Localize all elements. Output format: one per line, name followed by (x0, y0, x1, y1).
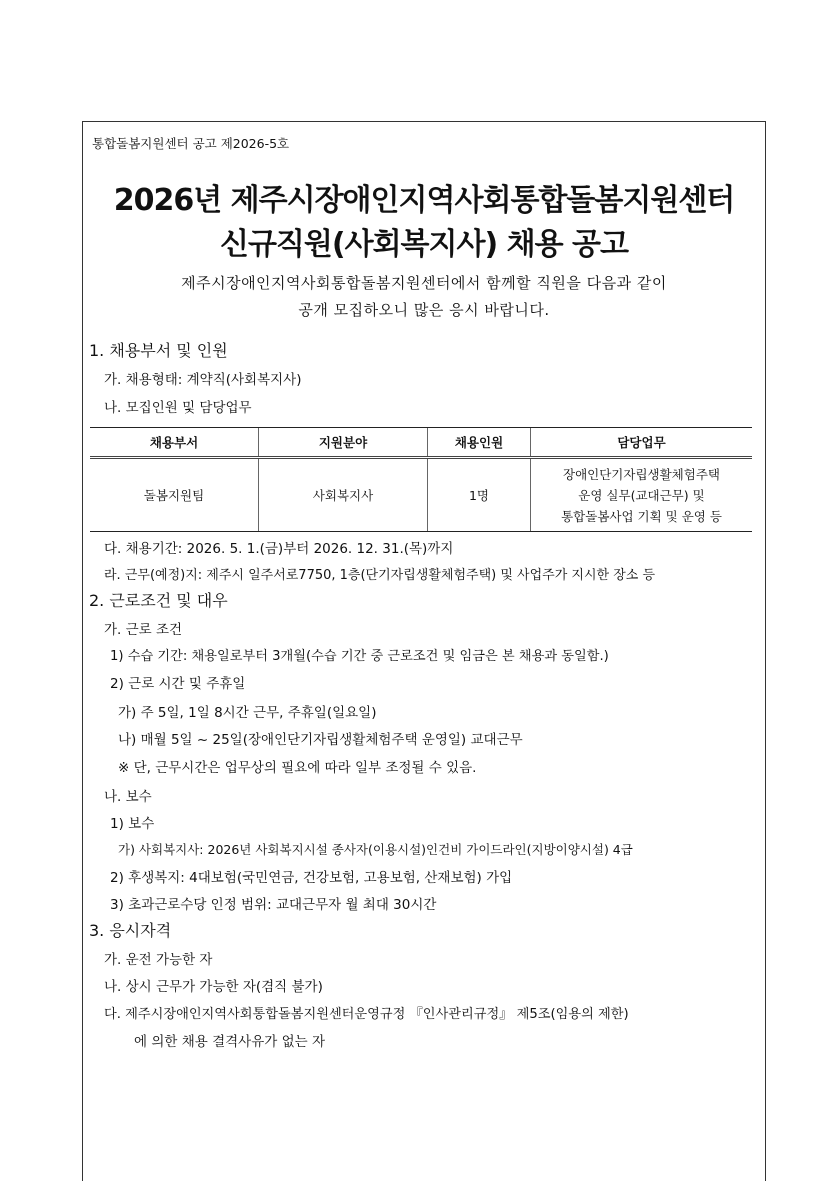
table-row (90, 458, 752, 532)
recruitment-table (90, 427, 752, 532)
section-2-pay: 1) 보수 (110, 816, 155, 832)
intro-line-1: 제주시장애인지역사회통합돌봄지원센터에서 함께할 직원을 다음과 같이 (181, 274, 667, 292)
section-3-item-na: 나. 상시 근무가 가능한 자(겸직 불가) (104, 979, 323, 995)
table-header-row (90, 428, 752, 458)
section-1-item-ra: 라. 근무(예정)지: 제주시 일주서로7750, 1층(단기자립생활체험주택) 및 사업주가 지시한 장소 등 (104, 568, 656, 583)
section-2-work-hours-na: 나) 매월 5일 ~ 25일(장애인단기자립생활체험주택 운영일) 교대근무 (118, 732, 523, 748)
table-header-dept: 채용부서 (90, 428, 259, 458)
table-cell-duty (531, 458, 753, 532)
table-cell-dept: 돌봄지원팀 (90, 458, 259, 532)
table-header-field: 지원분야 (259, 428, 428, 458)
section-2-item-na: 나. 보수 (104, 789, 152, 805)
section-2-heading: 2. 근로조건 및 대우 (89, 591, 228, 610)
section-1-item-na: 나. 모집인원 및 담당업무 (104, 400, 252, 416)
table-cell-count: 1명 (428, 458, 531, 532)
section-3-item-ga: 가. 운전 가능한 자 (104, 952, 213, 968)
section-3-item-da-line-1: 다. 제주시장애인지역사회통합돌봄지원센터운영규정 『인사관리규정』 제5조(임용의 제한) (104, 1007, 629, 1022)
notice-number: 통합돌봄지원센터 공고 제2026-5호 (92, 136, 290, 151)
section-3-heading: 3. 응시자격 (89, 921, 172, 940)
page-title-line-1: 2026년 제주시장애인지역사회통합돌봄지원센터 (113, 183, 735, 218)
section-1-item-da: 다. 채용기간: 2026. 5. 1.(금)부터 2026. 12. 31.(목)까지 (104, 541, 454, 557)
duty-line-1: 장애인단기자립생활체험주택 (563, 466, 720, 482)
duty-line-2: 운영 실무(교대근무) 및 (578, 487, 705, 503)
section-3-item-da-line-2: 에 의한 채용 결격사유가 없는 자 (134, 1034, 325, 1050)
duty-line-3: 통합돌봄사업 기획 및 운영 등 (561, 508, 722, 524)
page-title-line-2: 신규직원(사회복지사) 채용 공고 (219, 227, 629, 262)
section-2-welfare: 2) 후생복지: 4대보험(국민연금, 건강보험, 고용보험, 산재보험) 가입 (110, 870, 513, 886)
section-1-heading: 1. 채용부서 및 인원 (89, 341, 228, 360)
intro-line-2: 공개 모집하오니 많은 응시 바랍니다. (298, 301, 550, 319)
table-header-count: 채용인원 (428, 428, 531, 458)
section-2-work-hours: 2) 근로 시간 및 주휴일 (110, 676, 246, 692)
section-2-item-ga: 가. 근로 조건 (104, 622, 183, 638)
section-1-item-ga: 가. 채용형태: 계약직(사회복지사) (104, 372, 302, 388)
section-2-work-hours-ga: 가) 주 5일, 1일 8시간 근무, 주휴일(일요일) (118, 705, 377, 721)
section-2-pay-ga: 가) 사회복지사: 2026년 사회복지시설 종사자(이용시설)인건비 가이드라인(지방이양시설) 4급 (118, 842, 633, 857)
table-header-duty: 담당업무 (531, 428, 753, 458)
section-2-probation: 1) 수습 기간: 채용일로부터 3개월(수습 기간 중 근로조건 및 임금은 본 채용과 동일함.) (110, 649, 609, 664)
table-cell-field: 사회복지사 (259, 458, 428, 532)
section-2-note: ※ 단, 근무시간은 업무상의 필요에 따라 일부 조정될 수 있음. (118, 760, 477, 776)
section-2-overtime: 3) 초과근로수당 인정 범위: 교대근무자 월 최대 30시간 (110, 897, 437, 913)
